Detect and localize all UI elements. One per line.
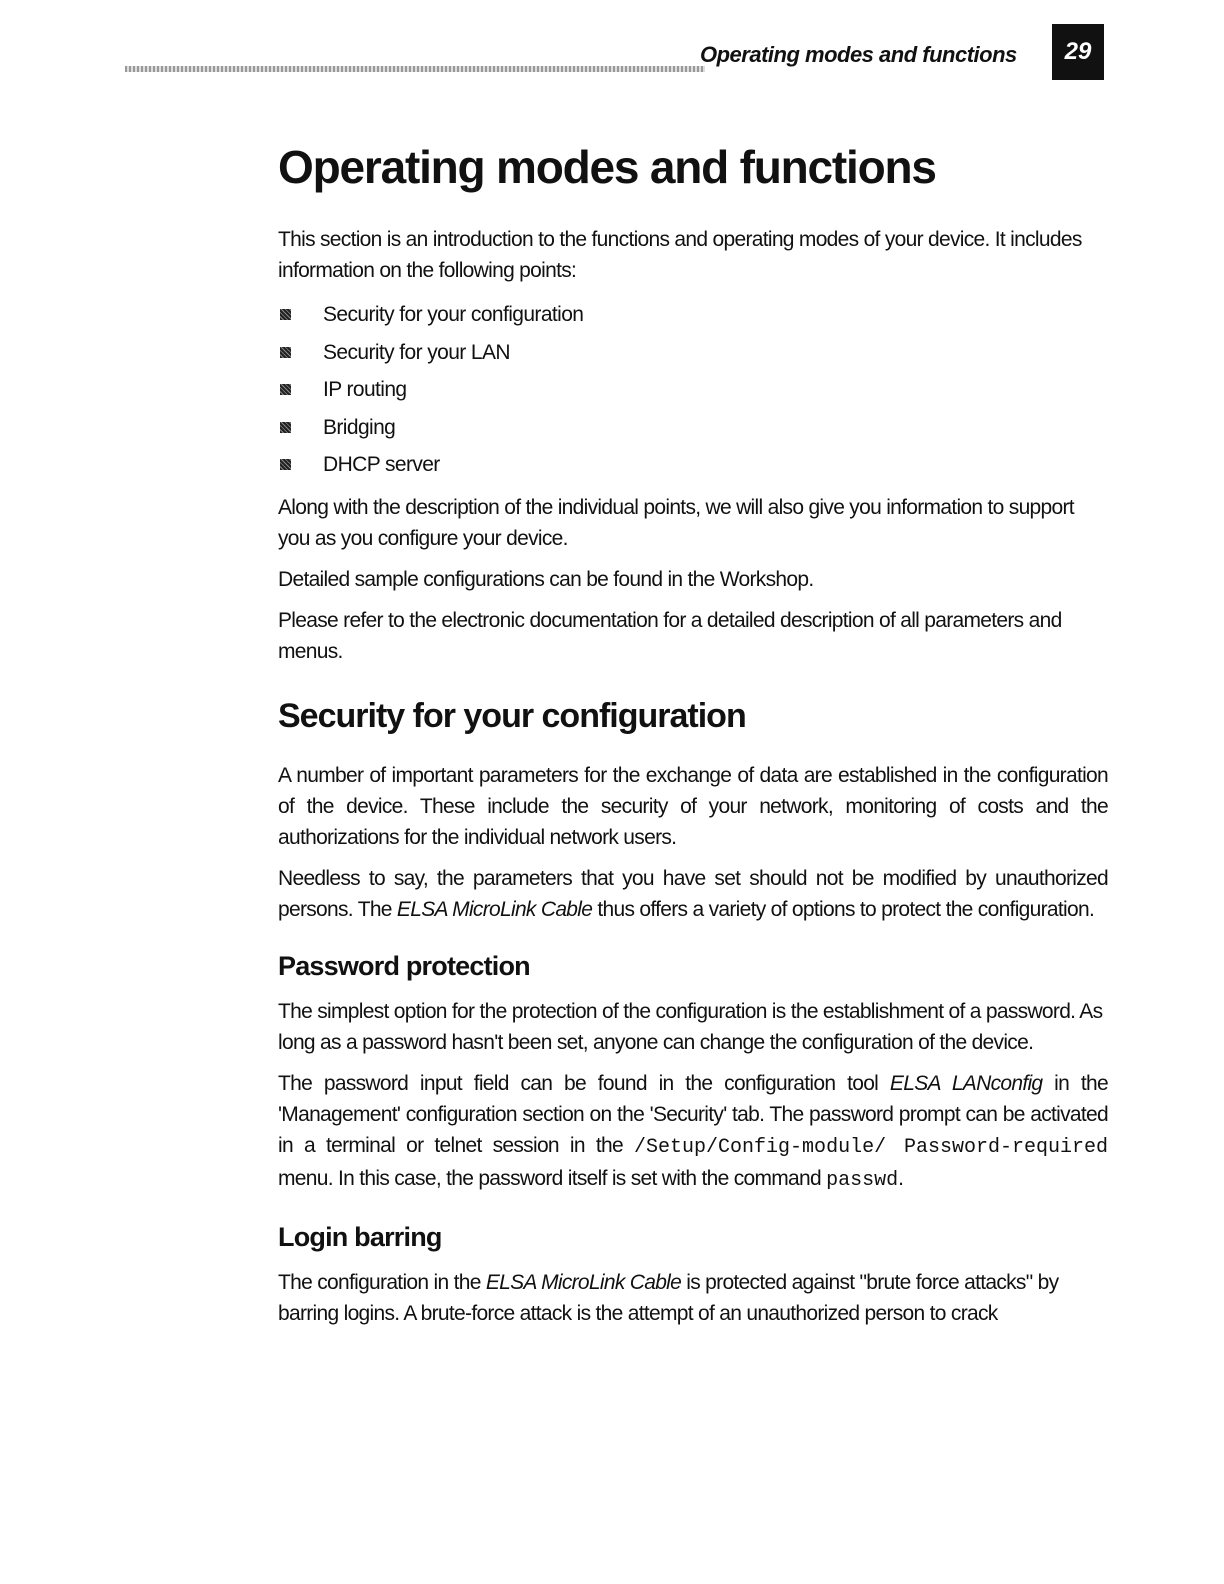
- text: The configuration in the: [278, 1270, 486, 1294]
- list-item-label: Bridging: [323, 415, 396, 439]
- list-item: [278, 409, 1108, 447]
- text: .: [898, 1166, 904, 1190]
- header-rule: [125, 66, 705, 72]
- bullet-icon: [280, 459, 291, 470]
- intro-paragraph: This section is an introduction to the functions and operating modes of your device. It includes information on the following points:: [278, 228, 1082, 282]
- paragraph: [278, 1068, 1108, 1196]
- paragraph: Detailed sample configurations can be found in the Workshop.: [278, 567, 814, 591]
- paragraph: Please refer to the electronic documentation for a detailed description of all parameters and menus.: [278, 608, 1062, 663]
- list-item-label: Security for your configuration: [323, 303, 584, 326]
- subsection-heading: Password protection: [278, 950, 530, 981]
- paragraph: A number of important parameters for the exchange of data are established in the configuration of the device. These include the security of your network, monitoring of costs and the authorizations for the individual network users.: [278, 763, 1108, 849]
- subsection-heading: Login barring: [278, 1221, 442, 1252]
- running-header-title: Operating modes and functions: [700, 42, 1017, 67]
- paragraph: [278, 1267, 1108, 1329]
- paragraph: The simplest option for the protection of the configuration is the establishment of a password. As long as a password hasn't been set, anyone can change the configuration of the device.: [278, 999, 1103, 1054]
- bullet-icon: [280, 309, 291, 320]
- text: thus offers a variety of options to protect the configuration.: [592, 897, 1095, 921]
- list-item: [278, 446, 1108, 484]
- bullet-icon: [280, 384, 291, 395]
- topic-list: [278, 296, 1108, 484]
- tool-name: ELSA LANconfig: [889, 1071, 1043, 1095]
- list-item-label: Security for your LAN: [323, 340, 510, 364]
- list-item: [278, 371, 1108, 409]
- paragraph: [278, 863, 1108, 925]
- paragraph: Along with the description of the individual points, we will also give you information to support you as you configure your device.: [278, 495, 1074, 550]
- list-item: [278, 296, 1108, 334]
- list-item-label: DHCP server: [323, 453, 440, 476]
- command: passwd: [826, 1168, 899, 1192]
- page-content: [278, 140, 1108, 1339]
- product-name: ELSA MicroLink Cable: [485, 1270, 682, 1294]
- text: The password input field can be found in the configuration tool: [278, 1071, 890, 1095]
- bullet-icon: [280, 422, 291, 433]
- text: is protected against "brute force attacks" by barring logins. A brute-force attack is the attempt of an unauthorized person to crack: [278, 1270, 1059, 1325]
- list-item: [278, 334, 1108, 372]
- list-item-label: IP routing: [323, 378, 407, 401]
- text: in the 'Management' configuration section on the 'Security' tab. The password prompt can be activated in a terminal or telnet session in the: [278, 1071, 1108, 1157]
- bullet-icon: [280, 347, 291, 358]
- section-heading: Security for your configuration: [278, 696, 746, 735]
- page-title: Operating modes and functions: [278, 141, 936, 193]
- menu-path: /Setup/Config-module/ Password-required: [634, 1135, 1109, 1159]
- product-name: ELSA MicroLink Cable: [396, 897, 593, 921]
- text: menu. In this case, the password itself is set with the command: [278, 1166, 827, 1190]
- text: Needless to say, the parameters that you have set should not be modified by unauthorized persons. The: [278, 866, 1108, 921]
- page-number: 29: [1052, 24, 1104, 80]
